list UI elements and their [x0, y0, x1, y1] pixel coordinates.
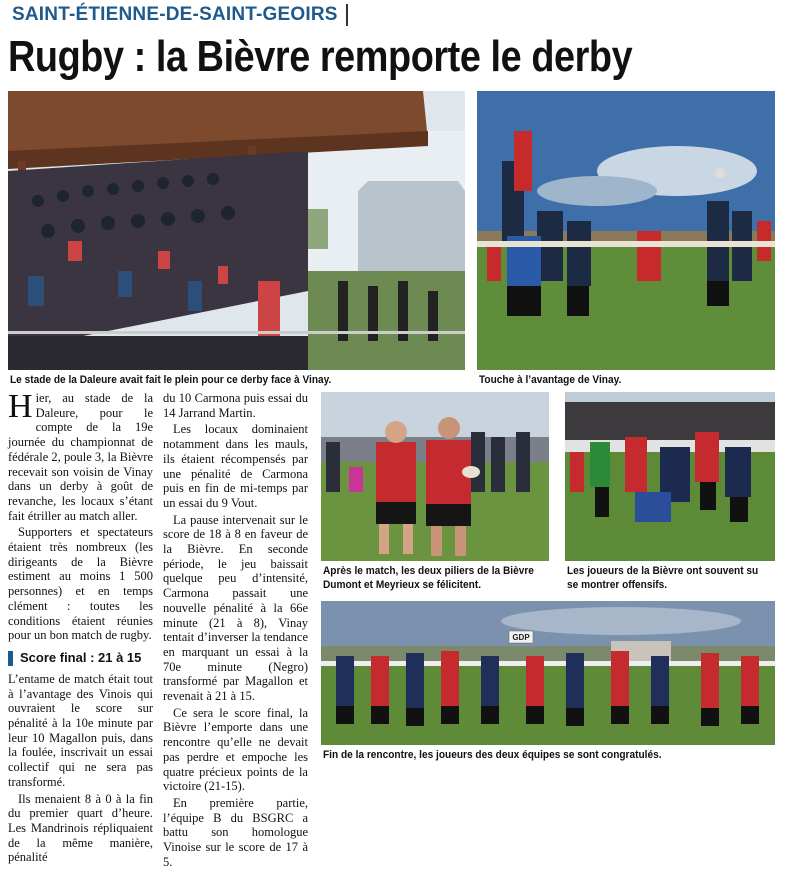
- photo-end-of-match: [321, 601, 775, 745]
- photo-lineout: [477, 91, 775, 370]
- article-paragraph: du 10 Carmona puis essai du 14 Jarrand Martin.: [163, 391, 308, 420]
- subheading-final-score: [8, 651, 153, 666]
- article-paragraph: Les locaux dominaient notamment dans les mauls, ils étaient récompensés par une pénalité de Carmona puis en fin de mi-temps par un essai du 9 Vout.: [163, 422, 308, 510]
- article-paragraph: L’entame de match était tout à l’avantage des Vinois qui ouvraient le score sur pénalité à la 10e minute par leur 10 Magallon puis, dans la foulée, inscrivait un essai collectif qui ne sera pas transformé.: [8, 671, 153, 789]
- subheading-text: Score final : 21 à 15: [20, 650, 142, 666]
- caption-offensive: Les joueurs de la Bièvre ont souvent su se montrer offensifs.: [567, 565, 759, 591]
- article-paragraph: Ce sera le score final, la Bièvre l’emporte dans une rencontre qu’elle ne devait pas perdre et empoche les quatre précieux points de la victoire (21-15).: [163, 705, 308, 794]
- article-paragraph: ier, au stade de la Daleure, pour le compte de la 19e journée du championnat de fédérale 2, poule 3, la Bièvre recevait son voisin de Vinay dans un derby à goût de revanche, les locaux s’étant fait étriller au match aller.: [8, 391, 153, 523]
- section-kicker: SAINT-ÉTIENNE-DE-SAINT-GEOIRS: [8, 4, 348, 26]
- article-column-1: [8, 388, 153, 867]
- caption-stadium: Le stade de la Daleure avait fait le plein pour ce derby face à Vinay.: [10, 374, 332, 386]
- article-paragraph: La pause intervenait sur le score de 18 à 8 en faveur de la Bièvre. En seconde période, le jeu baissait quelque peu d’intensité, Carmona passait une nouvelle pénalité à la 66e minute (21 à 8), Vinay tentait d’inverser la tendance en marquant un essai à la 70e minute (Negro) transformé par Magallon et revenait à 21 à 15.: [163, 512, 308, 704]
- sign-text: GDP: [512, 633, 530, 642]
- photo-offensive: [565, 392, 775, 561]
- caption-end-of-match: Fin de la rencontre, les joueurs des deux équipes se sont congratulés.: [323, 749, 662, 761]
- photo-stadium-crowd: [8, 91, 465, 370]
- article-paragraph: En première partie, l’équipe B du BSGRC a battu son homologue Vinoise sur le score de 17 à 5.: [163, 795, 308, 869]
- article-headline: Rugby : la Bièvre remporte le derby: [8, 32, 633, 81]
- article-paragraph: Ils menaient 8 à 0 à la fin du premier quart d’heure. Les Mandrinois répliquaient de la même manière, pénalité: [8, 791, 153, 865]
- caption-pillars: Après le match, les deux piliers de la Bièvre Dumont et Meyrieux se félicitent.: [323, 565, 534, 591]
- dropcap: H: [8, 388, 33, 425]
- caption-lineout: Touche à l’avantage de Vinay.: [479, 374, 622, 386]
- subheading-bar: [8, 651, 13, 666]
- photo-pillars: [321, 392, 549, 561]
- article-column-2: [163, 391, 308, 872]
- article-paragraph: Supporters et spectateurs étaient très nombreux (les dirigeants de la Bièvre estiment au moins 1 500 personnes) et en temps clément : toutes les conditions étaient réunies pour un bon match de rugby.: [8, 525, 153, 643]
